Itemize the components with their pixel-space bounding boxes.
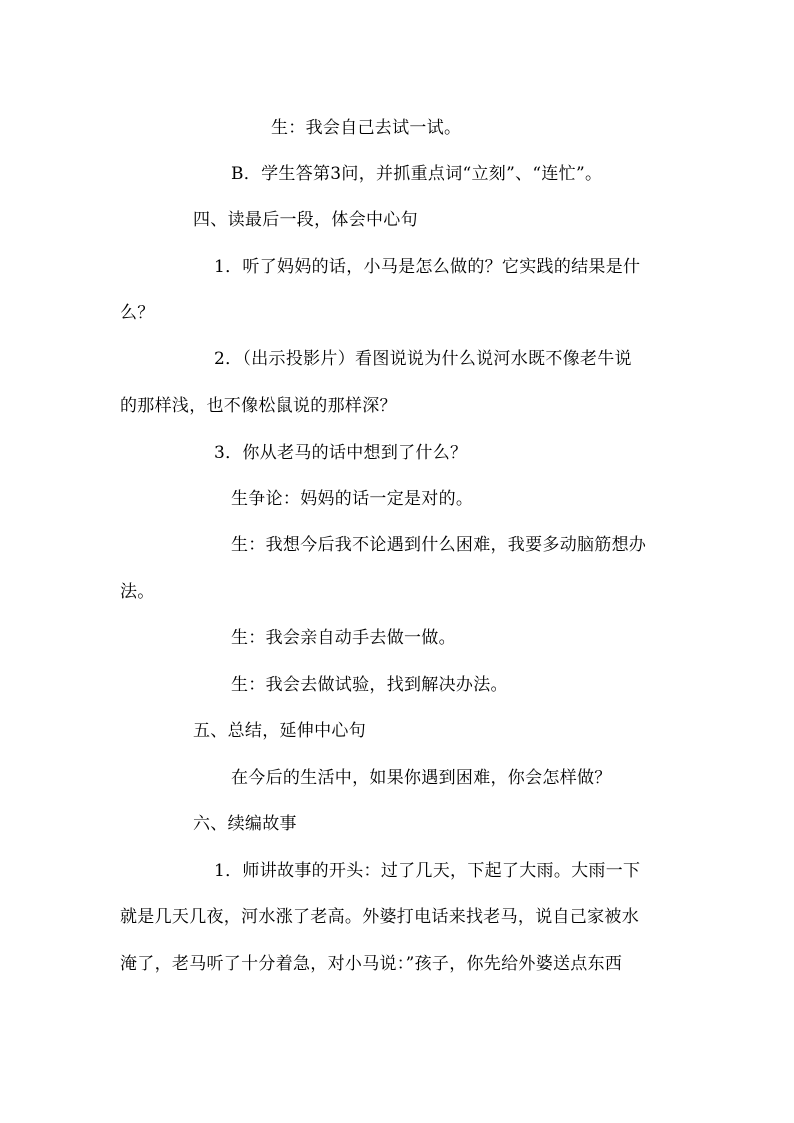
- section-heading: 四、读最后一段，体会中心句: [193, 210, 418, 230]
- text-line: 生：我想今后我不论遇到什么困难，我要多动脑筋想办: [231, 535, 647, 555]
- text-line: 淹了，老马听了十分着急，对小马说：”孩子，你先给外婆送点东西: [120, 954, 623, 974]
- text-line: 3．你从老马的话中想到了什么？: [214, 443, 468, 463]
- section-heading: 六、续编故事: [193, 814, 297, 834]
- text-line: 2．（出示投影片）看图说说为什么说河水既不像老牛说: [214, 349, 632, 369]
- text-line: 1．师讲故事的开头：过了几天，下起了大雨。大雨一下: [214, 861, 641, 881]
- text-line: 生：我会亲自动手去做一做。: [231, 628, 456, 648]
- text-line: 么？: [120, 303, 155, 323]
- text-line: 在今后的生活中，如果你遇到困难，你会怎样做？: [231, 768, 612, 788]
- text-line: B．学生答第3问，并抓重点词“立刻”、“连忙”。: [231, 164, 603, 184]
- text-line: 1．听了妈妈的话，小马是怎么做的？它实践的结果是什: [214, 257, 641, 277]
- text-line: 就是几天几夜，河水涨了老高。外婆打电话来找老马，说自己家被水: [120, 907, 639, 927]
- text-line: 生争论：妈妈的话一定是对的。: [231, 489, 474, 509]
- section-heading: 五、总结，延伸中心句: [193, 721, 366, 741]
- text-line: 的那样浅，也不像松鼠说的那样深？: [120, 396, 397, 416]
- text-line: 生：我会自己去试一试。: [271, 118, 462, 138]
- text-line: 生：我会去做试验，找到解决办法。: [231, 675, 508, 695]
- text-line: 法。: [120, 582, 155, 602]
